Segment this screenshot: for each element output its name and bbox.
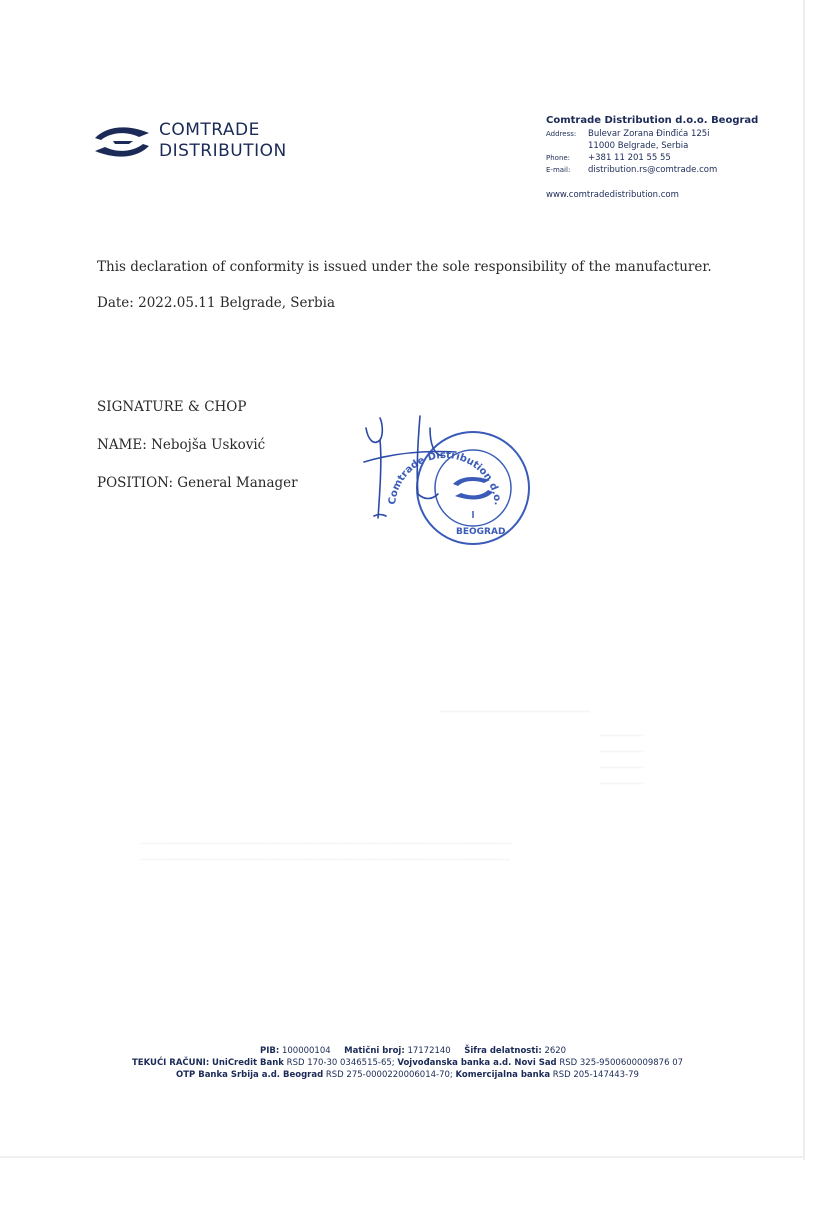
company-name: Comtrade Distribution d.o.o. Beograd: [546, 115, 759, 126]
ghost-text: -----------: [600, 744, 645, 758]
sd-value: 2620: [544, 1046, 567, 1056]
phone-row: [546, 152, 776, 164]
comtrade-logo-icon: [93, 122, 151, 162]
stamp-center-text: BEOGRAD: [456, 527, 506, 537]
logo-wordmark: [159, 120, 287, 162]
phone-label: Phone:: [546, 154, 571, 162]
company-logo: [93, 120, 303, 164]
declaration-statement: This declaration of conformity is issued under the sole responsibility of the manufacturer.: [97, 259, 712, 275]
signatory-name: NAME: Nebojša Usković: [97, 437, 266, 453]
page-edge: [803, 0, 805, 1160]
ghost-text: -------------------------------------: [440, 704, 591, 718]
email-label: E-mail:: [546, 166, 571, 174]
footer: [120, 1045, 760, 1081]
ghost-text: -------------------------------------------------------------------------------------------: [140, 852, 509, 866]
declaration-date: Date: 2022.05.11 Belgrade, Serbia: [97, 295, 335, 311]
ghost-text: --------------------------------------------------------------------------------------------: [140, 836, 514, 850]
company-website: www.comtradedistribution.com: [546, 190, 679, 200]
company-header: [546, 114, 776, 201]
stamp-ring-text: Comtrade Distribution d.o.: [387, 449, 503, 506]
address-row: [546, 128, 776, 140]
signature-chop-label: SIGNATURE & CHOP: [97, 399, 247, 415]
footer-accounts-1: TEKUĆI RAČUNI: UniCredit Bank RSD 170-30 0346515-65; Vojvođanska banka a.d. Novi Sad RSD 325-9500600009876 07: [132, 1058, 684, 1068]
signatory-position: POSITION: General Manager: [97, 475, 298, 491]
ghost-text: -----------: [600, 728, 645, 742]
address-label: Address:: [546, 130, 577, 138]
footer-accounts-2: OTP Banka Srbija a.d. Beograd RSD 275-0000220006014-70; Komercijalna banka RSD 205-147443-79: [176, 1070, 639, 1080]
company-stamp: [360, 410, 529, 544]
phone-value: +381 11 201 55 55: [588, 153, 671, 163]
page-edge-bottom: [0, 1156, 805, 1158]
email-value: distribution.rs@comtrade.com: [588, 165, 718, 175]
signature-stamp: [360, 410, 530, 550]
address-row-2: [546, 140, 776, 152]
pib-value: 100000104: [281, 1046, 331, 1056]
ghost-text: -----------: [600, 776, 645, 790]
logo-line-1: COMTRADE: [159, 120, 260, 140]
mb-value: 17172140: [407, 1046, 451, 1056]
footer-ids: PIB: 100000104 Matični broj: 17172140 Šifra delatnosti: 2620: [260, 1046, 567, 1056]
address-line-2: 11000 Belgrade, Serbia: [588, 141, 689, 151]
logo-line-2: DISTRIBUTION: [159, 141, 287, 161]
address-line-1: Bulevar Zorana Đinđića 125i: [588, 129, 710, 139]
email-row: [546, 164, 776, 176]
ghost-text: -----------: [600, 760, 645, 774]
